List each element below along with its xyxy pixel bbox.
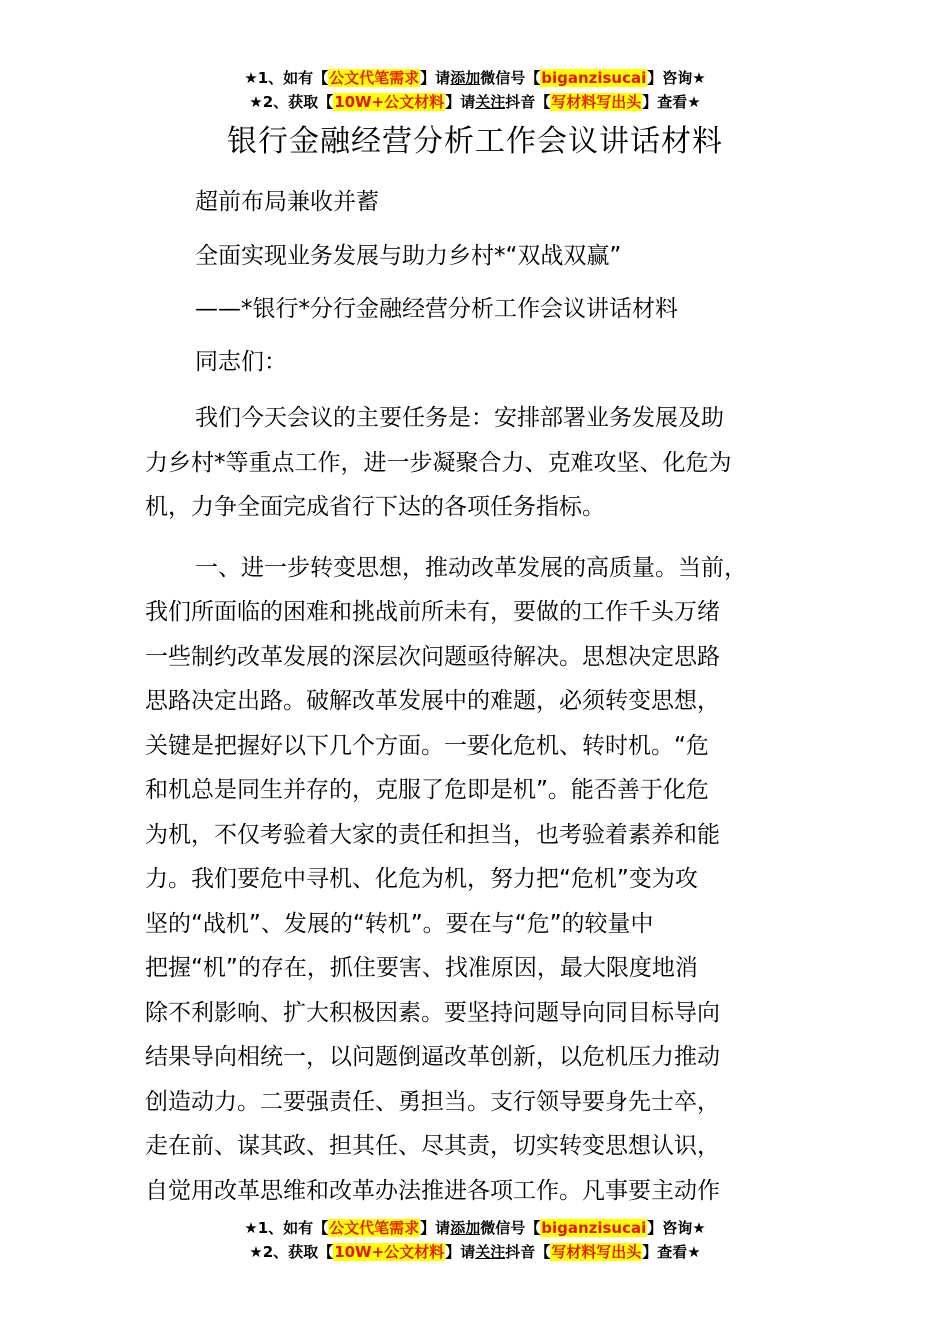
- banner-highlight: 写材料写出头: [551, 1243, 642, 1261]
- text-line: 走在前、谋其政、担其任、尽其责，切实转变思想认识，: [145, 1133, 720, 1159]
- banner-highlight: biganzisucai: [541, 1219, 647, 1237]
- text-line: 力乡村*等重点工作，进一步凝聚合力、克难攻坚、化危为: [145, 449, 732, 476]
- banner-line-2: [0, 90, 950, 114]
- paragraph-2: [145, 546, 845, 1214]
- text-line: 自觉用改革思维和改革办法推进各项工作。凡事要主动作: [145, 1177, 720, 1204]
- banner-underline-text: 关注: [475, 93, 506, 111]
- banner-text: 】请: [445, 1243, 476, 1261]
- banner-text: ★1、如有【: [244, 69, 329, 87]
- banner-text: 】查看★: [642, 93, 701, 111]
- banner-highlight: 公文代笔需求: [329, 69, 420, 87]
- paragraph-1: [145, 396, 845, 530]
- banner-text: 微信号【: [480, 1219, 541, 1237]
- text-line: 力。我们要危中寻机、化危为机，努力把“危机”变为攻: [145, 866, 698, 892]
- document-title: 银行金融经营分析工作会议讲话材料: [227, 124, 723, 159]
- banner-text: ★2、获取【: [249, 93, 334, 111]
- text-line: 一、进一步转变思想，推动改革发展的高质量。当前，: [195, 554, 747, 581]
- text-line: 创造动力。二要强责任、勇担当。支行领导要身先士卒，: [145, 1088, 720, 1115]
- banner-text: ★2、获取【: [249, 1243, 334, 1261]
- banner-highlight: 写材料写出头: [551, 93, 642, 111]
- header-banner: [0, 66, 950, 114]
- banner-text: 】咨询★: [647, 1219, 706, 1237]
- text-line: 我们今天会议的主要任务是：安排部署业务发展及助: [195, 405, 724, 431]
- text-line: 除不利影响、扩大积极因素。要坚持问题导向同目标导向: [145, 999, 720, 1026]
- text-line: 机，力争全面完成省行下达的各项任务指标。: [145, 494, 605, 520]
- banner-text: 】请: [445, 93, 476, 111]
- banner-underline-text: 关注: [475, 1243, 506, 1261]
- text-line: 思路决定出路。破解改革发展中的难题，必须转变思想，: [145, 688, 720, 714]
- document-body: [145, 396, 845, 1213]
- banner-line-1: [0, 66, 950, 90]
- banner-text: 】咨询★: [647, 69, 706, 87]
- salutation: 同志们：: [195, 349, 287, 375]
- text-line: 结果导向相统一，以问题倒逼改革创新，以危机压力推动: [145, 1044, 720, 1070]
- banner-text: 微信号【: [480, 69, 541, 87]
- subtitle-3: ——*银行*分行金融经营分析工作会议讲话材料: [195, 296, 678, 322]
- banner-line-1: [0, 1216, 950, 1240]
- banner-highlight: 10W+公文材料: [334, 93, 445, 111]
- banner-text: 】查看★: [642, 1243, 701, 1261]
- banner-highlight: 公文代笔需求: [329, 1219, 420, 1237]
- text-line: 和机总是同生并存的，克服了危即是机”。能否善于化危: [145, 777, 709, 803]
- text-line: 关键是把握好以下几个方面。一要化危机、转时机。“危: [145, 732, 709, 759]
- text-line: 一些制约改革发展的深层次问题亟待解决。思想决定思路: [145, 643, 720, 670]
- banner-text: 抖音【: [505, 1243, 551, 1261]
- subtitle-2: 全面实现业务发展与助力乡村*“双战双赢”: [195, 243, 622, 269]
- banner-highlight: 10W+公文材料: [334, 1243, 445, 1261]
- footer-banner: [0, 1216, 950, 1264]
- banner-text: 抖音【: [505, 93, 551, 111]
- banner-text: 】请: [420, 1219, 451, 1237]
- banner-highlight: biganzisucai: [541, 69, 647, 87]
- banner-text: 】请: [420, 69, 451, 87]
- banner-underline-text: 添加: [450, 69, 481, 87]
- text-line: 我们所面临的困难和挑战前所未有，要做的工作千头万绪: [145, 599, 720, 625]
- banner-line-2: [0, 1240, 950, 1264]
- banner-text: ★1、如有【: [244, 1219, 329, 1237]
- text-line: 坚的“战机”、发展的“转机”。要在与“危”的较量中: [145, 910, 654, 937]
- text-line: 为机，不仅考验着大家的责任和担当，也考验着素养和能: [145, 821, 720, 848]
- banner-underline-text: 添加: [450, 1219, 481, 1237]
- text-line: 把握“机”的存在，抓住要害、找准原因，最大限度地消: [145, 955, 698, 981]
- subtitle-1: 超前布局兼收并蓄: [195, 189, 379, 215]
